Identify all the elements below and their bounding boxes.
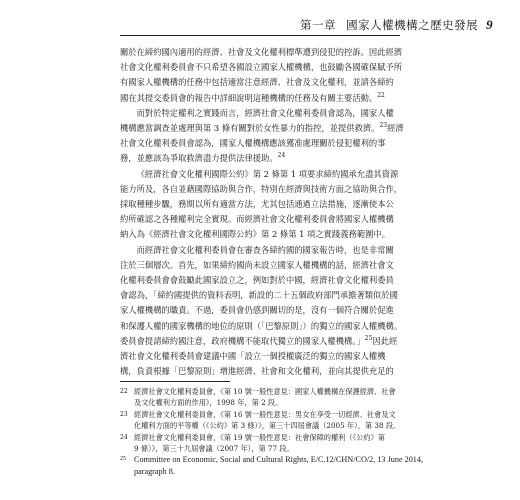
- body-line-text: 和保護人權的國家機構的地位的原則（「巴黎原則」）的獨立的國家人權機構。: [120, 320, 403, 331]
- body-line-text: 家人權機構的職責。不過，委員會仍感到關切的是，沒有一個符合關於促進: [120, 305, 394, 316]
- body-line-text: 社會文化權利委員會不只希望各國設立國家人權機構，也鼓勵各國確保賦予所: [120, 62, 403, 73]
- footnote: [120, 454, 424, 477]
- body-line-text: 社會文化權利委員會認為，國家人權機構應該獲准處理關於侵犯權利的事: [120, 138, 386, 149]
- body-line-text: 關於在締約國內適用的經濟、社會及文化權利標準遭到侵犯的控訴。因此經濟: [120, 47, 403, 57]
- body-line-text: 《經濟社會文化權利國際公約》第 2 條第 1 項要求締約國承允盡其資源: [136, 168, 399, 179]
- body-line-text: 務，並應該為爭取救濟盡力提供法律援助。: [120, 153, 278, 164]
- footnote: [120, 409, 404, 432]
- header-rule: [120, 35, 400, 36]
- body-line: [120, 91, 402, 106]
- body-line-continuation: 經濟: [387, 123, 404, 134]
- body-line-text: 會認為，「締約國提供的資料表明，新設的二十五個政府部門承擔著類似於國: [120, 290, 398, 301]
- footnote-line: paragraph 8.: [134, 466, 175, 476]
- footnote-line: 及文化權利方面的作用》，1998 年，第 2 段。: [134, 398, 283, 408]
- body-line-text: 化權利委員會會鼓勵此國家設立之，例如對於中國，經濟社會文化權利委員: [120, 275, 394, 286]
- body-line-text: 構，負責根據「巴黎原則」增進經濟、社會和文化權利，並向其提供充足的: [120, 366, 394, 377]
- body-line: [120, 227, 402, 242]
- footnote-marker[interactable]: 24: [277, 152, 286, 160]
- footnote-marker[interactable]: 25: [364, 335, 373, 343]
- footnote-line: 9 條）》，第三十九屆會議（2007 年），第 77 段。: [134, 444, 294, 454]
- body-line-text: 約所確認之各種權利完全實現。而經濟社會文化權利委員會將國家人權機構: [120, 214, 394, 225]
- footnote-number: 23: [120, 410, 128, 418]
- footnote-number: 22: [120, 388, 128, 395]
- body-line: [120, 151, 402, 166]
- page-number: 9: [486, 17, 494, 32]
- body-line-text: 委員會提請締約國注意，政府機構不能取代獨立的國家人權機構。」: [120, 335, 365, 346]
- footnote: [120, 432, 404, 455]
- body-line-text: 國在其提交委員會的報告中詳細說明這種機構的任務及有關主要活動。: [120, 92, 378, 103]
- body-line-text: 機構應當調查並處理與第 3 條有關對於女性暴力的指控，並提供救濟。: [120, 123, 380, 134]
- body-text: [120, 45, 402, 379]
- body-line: [120, 303, 402, 318]
- footnote-number: 25: [120, 456, 126, 463]
- footnote-line: 化權利方面的平等權（《公約》第 3 條）》，第三十四屆會議（2005 年），第 38 段。: [134, 421, 401, 431]
- body-line: [120, 60, 402, 75]
- body-line: [120, 364, 402, 379]
- body-line: [120, 106, 402, 121]
- body-line: [120, 212, 402, 227]
- footnote-separator: [120, 381, 230, 382]
- footnotes: [120, 386, 424, 477]
- footnote-line: Committee on Economic, Social and Cultural Rights, E/C.12/CHN/CO/2, 13 June 2014,: [134, 455, 424, 465]
- body-line-text: 而對於特定權利之實踐而言，經濟社會文化權利委員會認為，國家人權: [136, 107, 394, 118]
- body-line-text: 注於三個層次。首先，如果締約國尚未設立國家人權機構的話，經濟社會文: [120, 259, 394, 270]
- body-line-text: 有國家人權機構的任務中包括適當注意經濟、社會及文化權利，並請各締約: [120, 77, 394, 88]
- footnote-line: 經濟社會文化權利委員會，《第 10 號一般性意見：國家人權機構在保護經濟、社會: [134, 387, 396, 396]
- footnote-marker[interactable]: 23: [379, 122, 388, 130]
- chapter-label: 第一章: [300, 18, 336, 32]
- body-line: [120, 288, 402, 303]
- footnote-marker[interactable]: 22: [377, 91, 385, 99]
- chapter-title: 國家人權機構之歷史發展: [346, 18, 479, 32]
- body-line: [120, 136, 402, 151]
- body-line: [120, 258, 402, 273]
- footnote-line: 經濟社會文化權利委員會，《第 16 號一般性意見：男女在享受一切經濟、社會及文: [134, 409, 396, 419]
- body-line: [120, 121, 402, 136]
- body-line-continuation: 因此經: [372, 335, 398, 346]
- body-line: [120, 45, 402, 60]
- footnote-number: 24: [120, 433, 128, 441]
- body-line-text: 而經濟社會文化權利委員會在審查各締約國的國家報告時，也是非常關: [136, 244, 394, 255]
- body-line: [120, 349, 402, 364]
- running-header: [300, 17, 493, 33]
- body-line: [120, 197, 402, 212]
- body-line: [120, 273, 402, 288]
- body-line: [120, 167, 402, 182]
- body-line: [120, 182, 402, 197]
- body-line: [120, 319, 402, 334]
- body-line: [120, 243, 402, 258]
- body-line: [120, 334, 402, 349]
- body-line-text: 採取種種步驟，務期以所有適當方法，尤其包括通過立法措施，逐漸使本公: [120, 199, 394, 210]
- body-line-text: 濟社會文化權利委員會建議中國「設立一個授權廣泛的獨立的國家人權機: [120, 351, 386, 362]
- body-line: [120, 75, 402, 90]
- footnote-line: 經濟社會文化權利委員會，《第 19 號一般性意見：社會保障的權利（《公約》第: [134, 432, 385, 442]
- footnote: [120, 386, 404, 409]
- body-line-text: 能力所及，各自並藉國際協助與合作，特別在經濟與技術方面之協助與合作，: [120, 183, 403, 194]
- body-line-text: 納入為《經濟社會文化權利國際公約》第 2 條第 1 項之實踐義務範圍中。: [120, 229, 391, 240]
